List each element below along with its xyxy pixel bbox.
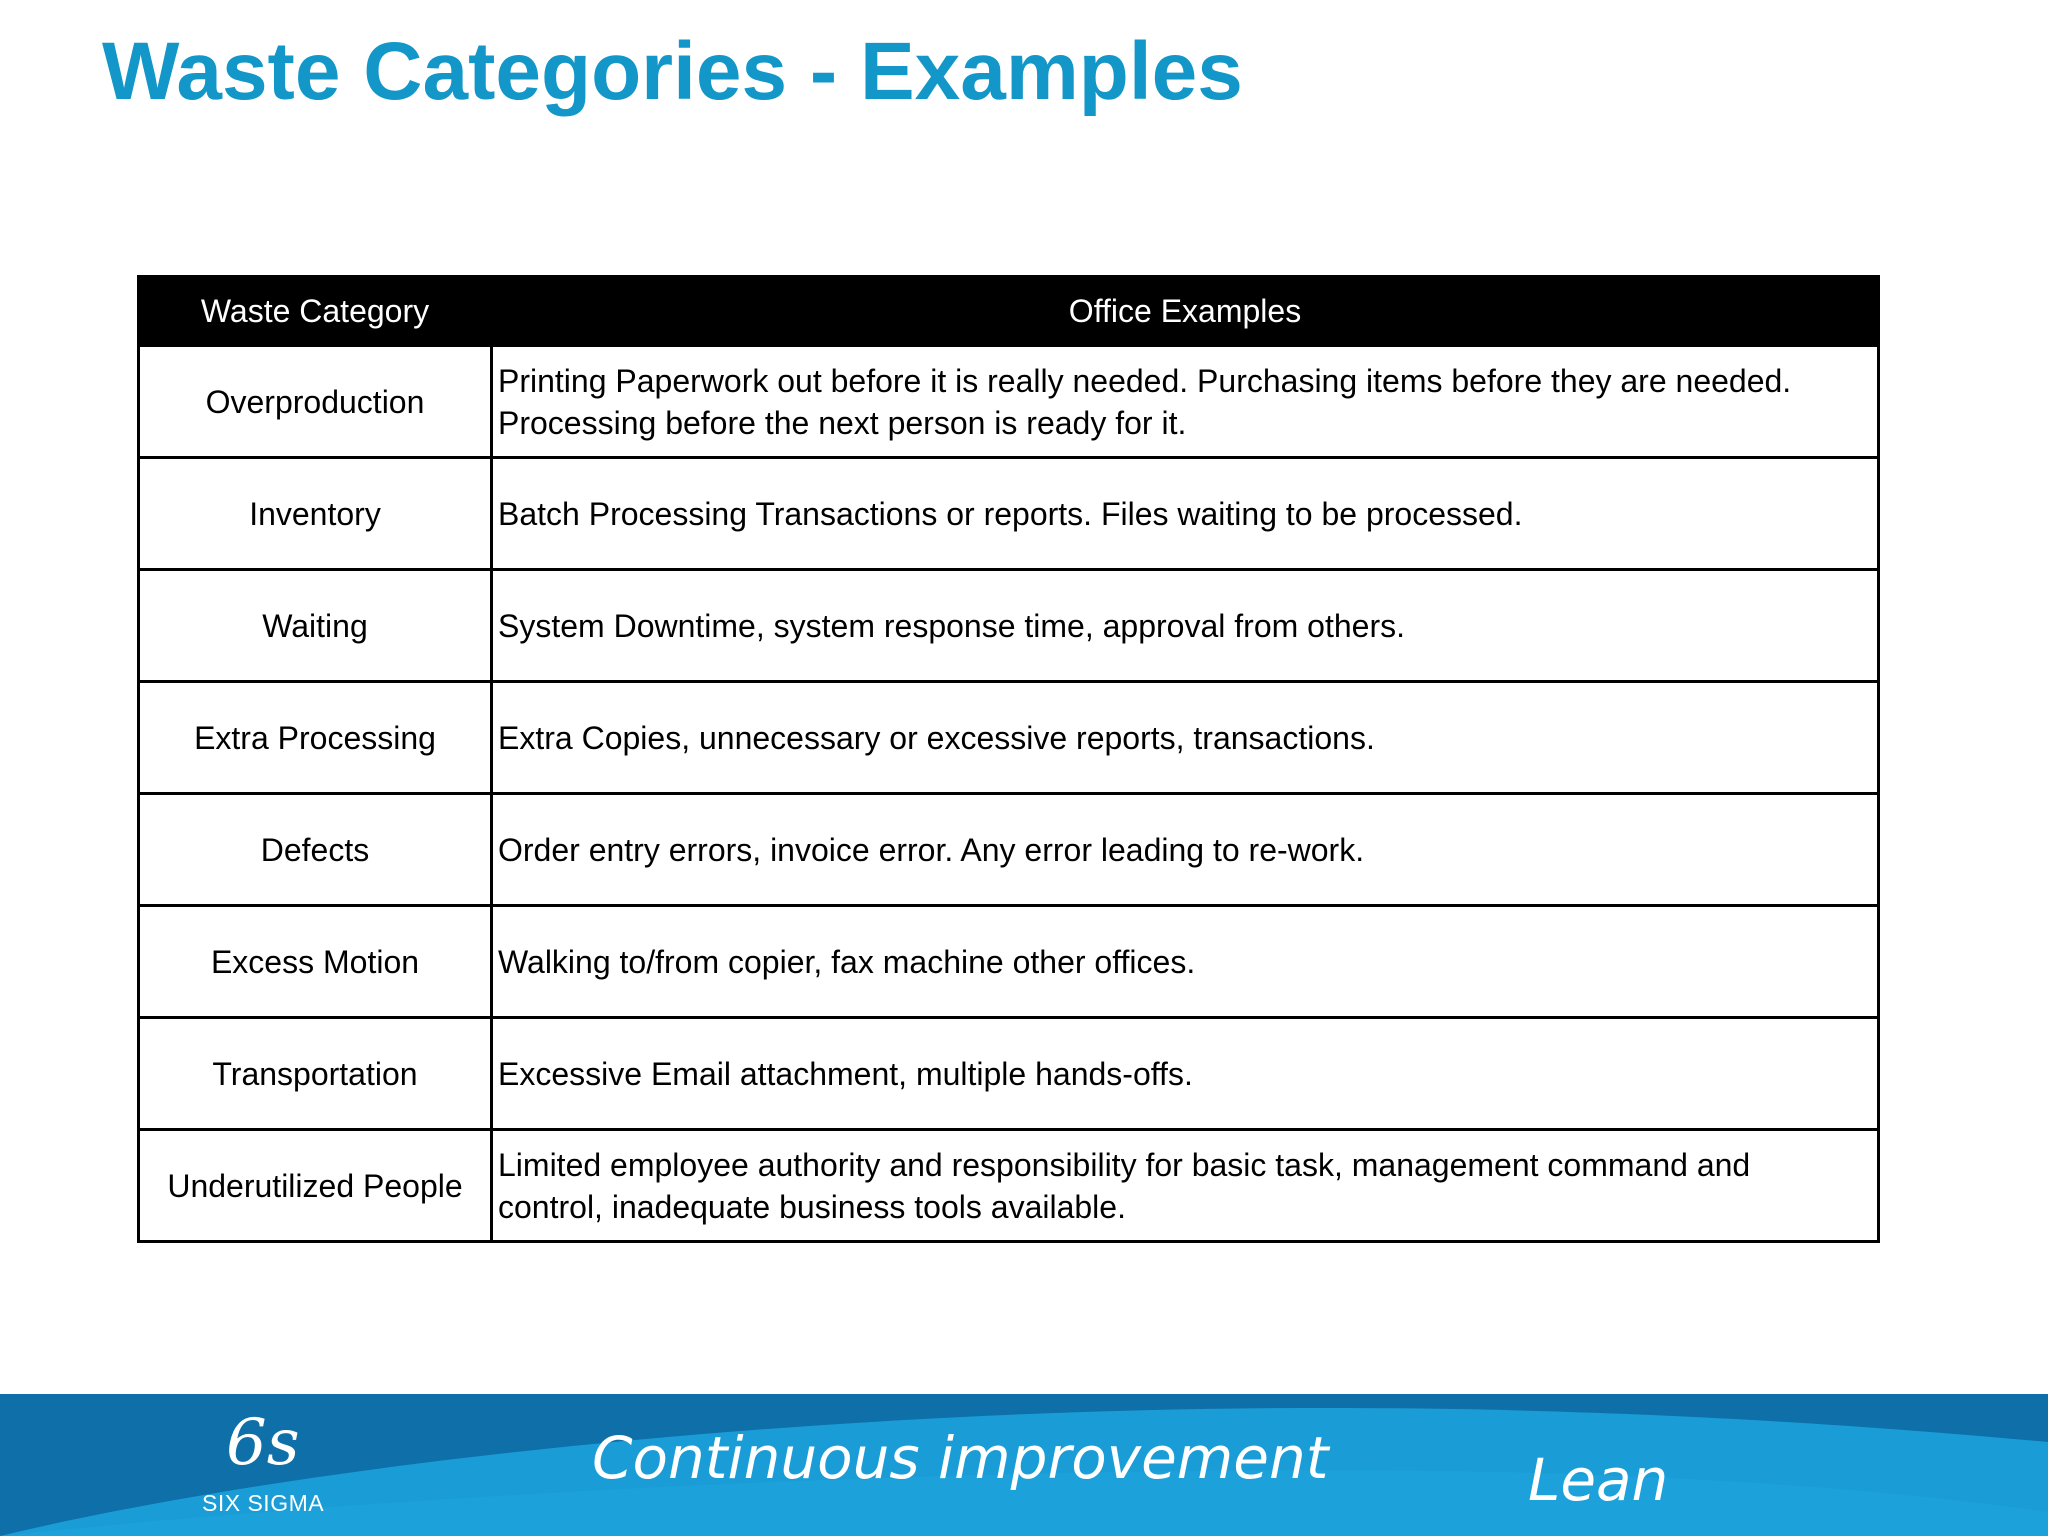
waste-category-cell: Transportation: [139, 1018, 492, 1130]
example-line: System Downtime, system response time, approval from others.: [498, 607, 1405, 644]
example-line: Limited employee authority and responsibility for basic task, management command and: [498, 1146, 1751, 1183]
example-line: Batch Processing Transactions or reports. Files waiting to be processed.: [498, 495, 1523, 532]
office-examples-cell: [492, 1018, 1879, 1130]
waste-category-cell: Overproduction: [139, 346, 492, 458]
example-line: Walking to/from copier, fax machine other offices.: [498, 943, 1196, 980]
office-examples-cell: [492, 346, 1879, 458]
waste-category-cell: Extra Processing: [139, 682, 492, 794]
table-row: [139, 1130, 1879, 1242]
six-sigma-logo-text: SIX SIGMA: [202, 1490, 325, 1516]
table-row: [139, 682, 1879, 794]
table-header-row: [139, 277, 1879, 346]
waste-category-cell: Defects: [139, 794, 492, 906]
header-office-examples: Office Examples: [492, 277, 1879, 346]
office-examples-cell: [492, 682, 1879, 794]
table-row: [139, 794, 1879, 906]
waste-categories-table: [137, 275, 1880, 1243]
example-line: Order entry errors, invoice error. Any error leading to re-work.: [498, 831, 1365, 868]
footer-tagline: Continuous improvement: [592, 1424, 1329, 1492]
table-row: [139, 1018, 1879, 1130]
office-examples-cell: [492, 906, 1879, 1018]
office-examples-cell: [492, 1130, 1879, 1242]
table-row: [139, 906, 1879, 1018]
office-examples-cell: [492, 794, 1879, 906]
example-line: Processing before the next person is ready for it.: [498, 404, 1187, 441]
footer-tagline-lean: Lean: [1528, 1446, 1669, 1514]
office-examples-cell: [492, 570, 1879, 682]
waste-category-cell: Inventory: [139, 458, 492, 570]
waste-category-cell: Excess Motion: [139, 906, 492, 1018]
waste-category-cell: Waiting: [139, 570, 492, 682]
example-line: control, inadequate business tools available.: [498, 1188, 1126, 1225]
header-waste-category: Waste Category: [139, 277, 492, 346]
six-sigma-logo-mark: 6s: [226, 1406, 300, 1480]
table-row: [139, 570, 1879, 682]
table-row: [139, 346, 1879, 458]
table-row: [139, 458, 1879, 570]
slide-title: Waste Categories - Examples: [102, 26, 1243, 117]
waste-category-cell: Underutilized People: [139, 1130, 492, 1242]
example-line: Excessive Email attachment, multiple hands-offs.: [498, 1055, 1193, 1092]
office-examples-cell: [492, 458, 1879, 570]
example-line: Extra Copies, unnecessary or excessive reports, transactions.: [498, 719, 1375, 756]
example-line: Printing Paperwork out before it is really needed. Purchasing items before they are needed.: [498, 362, 1792, 399]
